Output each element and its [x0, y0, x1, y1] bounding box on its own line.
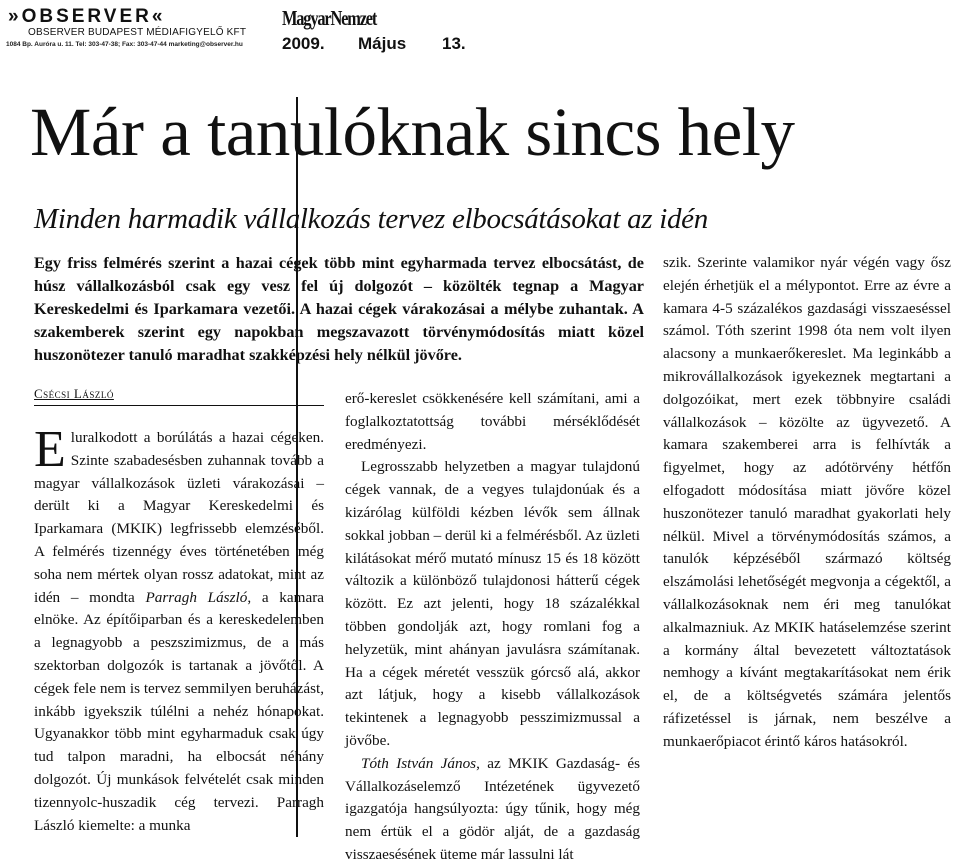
- column-2-paragraph-3: [345, 753, 640, 867]
- observer-subtitle: OBSERVER BUDAPEST MÉDIAFIGYELŐ KFT: [28, 27, 247, 38]
- article-column-1: [34, 421, 324, 837]
- byline: Csécsi László: [34, 386, 114, 401]
- column-1-paragraph: [34, 421, 324, 837]
- column-1-text: luralkodott a borúlátás a hazai cégeken. Szinte szabadesésben zuhannak tovább a magyar vállalkozások üzleti várakozásai – derült ki a Magyar Kereskedelmi és Iparkamara (MKIK) legfrissebb elemzéséből. A felmérés tizennégy éves történetében még soha nem mértek olyan rossz adatokat, mint az idén – mondta: [34, 429, 324, 606]
- observer-logo: »OBSERVER«: [8, 6, 166, 27]
- column-3-paragraph: szik. Szerinte valamikor nyár végén vagy ősz elején érhetjük el a mélypontot. Erre az évre a kamara 4-5 százalékos gazdasági visszaeséssel számol. Tóth szerint 1998 óta nem volt ilyen alacsony a munkaerőkereslet. Ma leginkább a mikrovállalkozások igyekeznek megtartani a dolgozóikat, mert ezek többnyire családi vállalkozások – közölte az ügyvezető. A kamara szakemberei arra is felhívták a figyelmet, hogy az adótörvény hétfőn elfogadott módosítása miatt jövőre közel huszonötezer tanuló maradhat gyakorlati hely nélkül. Mivel a törvénymódosítás számos, a tanulók képzéséből származó költség elszámolási lehetőségét megvonja a cégektől, a vállalkozásoknak nem éri meg tanulókat alkalmazniuk. Az MKIK hatáselemzése szerint a kormány által bevezetett változtatások nemhogy a kívánt megtakarításokat nem érik el, de a költségvetés számára jelentős ráfizetéssel is járnak, nem beszélve a munkaerőpiacot érintő káros hatásokról.: [663, 254, 951, 750]
- date-day: 13.: [442, 34, 466, 53]
- date-year: 2009.: [282, 34, 325, 53]
- observer-address: 1084 Bp. Auróra u. 11. Tel: 303-47-38; Fax: 303-47-44 marketing@observer.hu: [6, 41, 243, 48]
- article-column-2: [345, 388, 640, 867]
- article-column-3: [663, 252, 951, 754]
- column-2-paragraph-1: erő-kereslet csökkenésére kell számítani, ami a foglalkoztatottság további mérséklődését eredményezi.: [345, 390, 640, 453]
- headline: Már a tanulóknak sincs hely: [30, 94, 795, 170]
- byline-block: [34, 385, 324, 406]
- date-month: Május: [358, 34, 407, 53]
- person-name: Tóth István János: [361, 754, 477, 772]
- clipping-date: [282, 34, 466, 54]
- newspaper-logo: MagyarNemzet: [282, 6, 377, 30]
- column-2-paragraph-2: Legrosszabb helyzetben a magyar tulajdonú cégek vannak, de a vegyes tulajdonúak és a kizárólag külföldi kézben lévők sem állnak sokkal jobban – derül ki a felmérésből. Az üzleti kilátásokat mérő mutató mínusz 15 és 18 között változik a különböző tulajdonosi hátterű cégek között. Ez azt jelenti, hogy 18 százalékkal többen gondolják azt, hogy romlani fog a helyzetük, mint ahányan javulásra számítanak. Ha a cégek méretét vesszük górcső alá, akkor azt látjuk, hogy a kisebb vállalkozások tekintenek a legnagyobb pesszimizmussal a jövőbe.: [345, 458, 640, 749]
- person-name: Parragh László: [145, 588, 248, 606]
- subheadline: Minden harmadik vállalkozás tervez elbocsátásokat az idén: [34, 203, 708, 235]
- column-2-text-tail: , az MKIK Gazdaság- és Vállalkozáselemző Intézetének ügyvezető igazgatója hangsúlyozta: úgy tűnik, hogy még nem értük el a gödör alját, de a gazdaság visszaesésének üteme már lassulni lát: [345, 754, 641, 863]
- lead-paragraph: Egy friss felmérés szerint a hazai cégek több mint egyharmada tervez elbocsátást, de húsz vállalkozásból csak egy vesz fel új dolgozót – közölték tegnap a Magyar Kereskedelmi és Iparkamara vezetői. A hazai cégek várakozásai a mélybe zuhantak. A szakemberek szerint egy napokban megszavazott törvénymódosítás miatt közel huszonötezer tanuló maradhat szakképzési hely nélkül jövőre.: [34, 254, 644, 364]
- column-1-text-tail: , a kamara elnöke. Az építőiparban és a kereskedelemben a legnagyobb a peszszimizmus, de a más szektorban dolgozók is tartanak a jövőtől. A cégek fele nem is tervez semmilyen beruházást, inkább igyekszik túlélni a nehéz hónapokat. Ugyanakkor több mint egyharmaduk csak úgy tud talpon maradni, ha elbocsát néhány dolgozót. Új munkások felvételét csak minden tizennyolc-huszadik cég tervezi. Parragh László kiemelte: a munka: [34, 588, 324, 834]
- drop-cap: E: [34, 421, 66, 478]
